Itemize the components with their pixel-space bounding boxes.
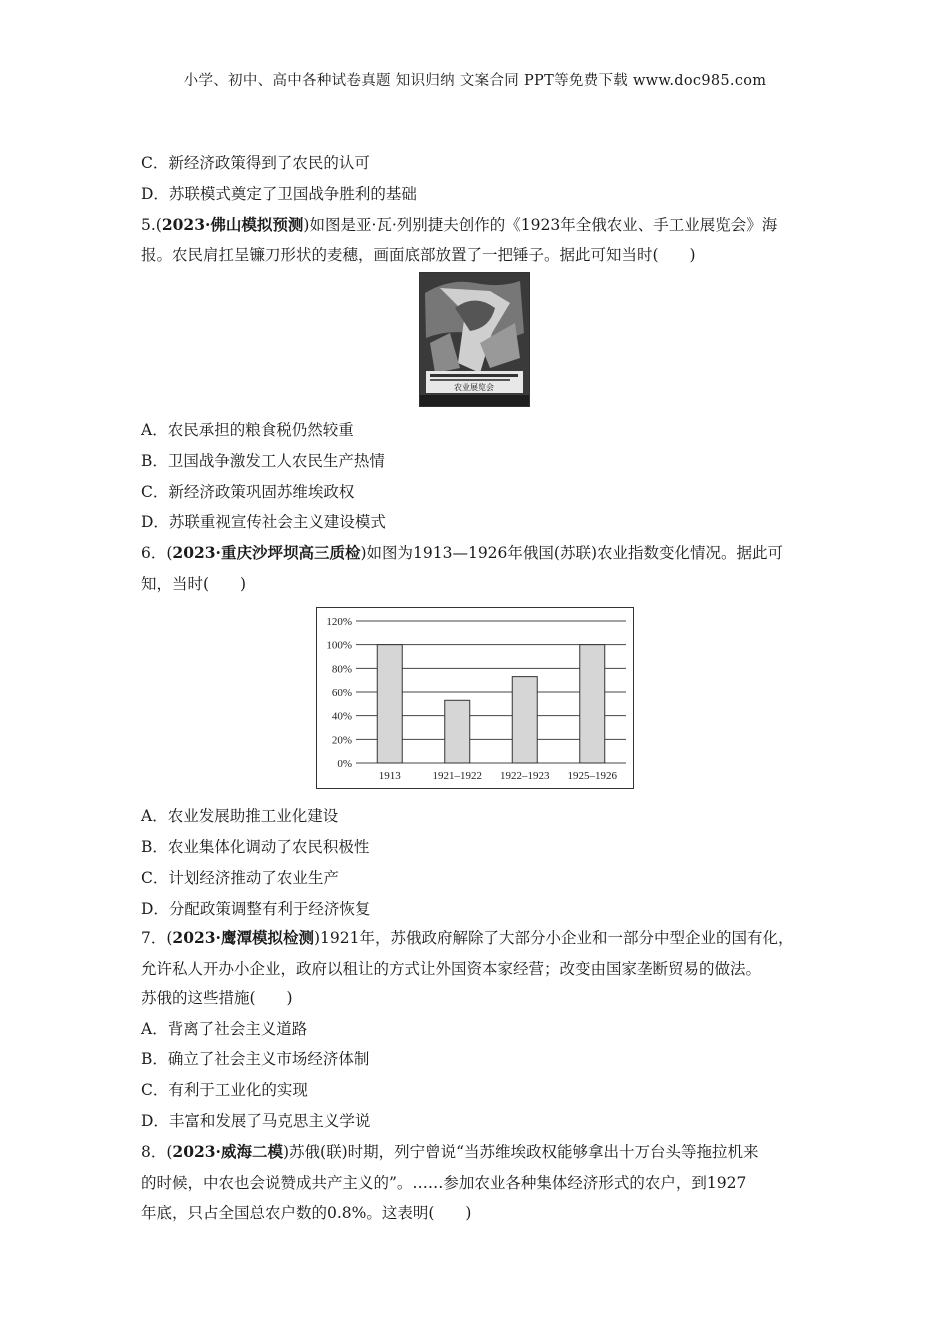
- bar: [580, 645, 605, 763]
- q7-stem-line1: [141, 926, 793, 948]
- q5-source: 2023·佛山模拟预测: [161, 215, 304, 234]
- q5-stem1: )如图是亚·瓦·列别捷夫创作的《1923年全俄农业、手工业展览会》海: [303, 216, 778, 234]
- q8-stem-line3: 年底，只占全国总农户数的0.8%。这表明( ): [141, 1204, 472, 1222]
- q6-prefix: 6．(: [141, 544, 173, 562]
- q5-prefix: 5.(: [141, 216, 162, 234]
- q4-option-d: D．苏联模式奠定了卫国战争胜利的基础: [141, 185, 417, 203]
- q5-stem-line2: 报。农民肩扛呈镰刀形状的麦穗，画面底部放置了一把锤子。据此可知当时( ): [141, 246, 696, 264]
- q6-source: 2023·重庆沙坪坝高三质检: [172, 543, 361, 562]
- q7-stem-line3: 苏俄的这些措施( ): [141, 989, 293, 1007]
- q7-option-d: D．丰富和发展了马克思主义学说: [141, 1112, 371, 1130]
- q8-prefix: 8．(: [141, 1143, 173, 1161]
- q6-option-d: D．分配政策调整有利于经济恢复: [141, 900, 371, 918]
- q5-option-a: A．农民承担的粮食税仍然较重: [141, 421, 354, 439]
- q5-option-b: B．卫国战争激发工人农民生产热情: [141, 452, 385, 470]
- y-tick-label: 40%: [331, 710, 352, 723]
- y-tick-label: 120%: [326, 616, 352, 628]
- q6-option-a: A．农业发展助推工业化建设: [141, 807, 339, 825]
- bar: [512, 677, 537, 763]
- q8-source: 2023·威海二模: [172, 1142, 283, 1161]
- q7-stem1: )1921年，苏俄政府解除了大部分小企业和一部分中型企业的国有化，: [313, 929, 794, 947]
- y-tick-label: 60%: [331, 687, 352, 699]
- q6-option-b: B．农业集体化调动了农民积极性: [141, 838, 370, 856]
- x-tick-label: 1921–1922: [432, 770, 482, 782]
- q8-stem-line1: [141, 1140, 759, 1162]
- q6-stem1: )如图为1913—1926年俄国(苏联)农业指数变化情况。据此可: [360, 544, 784, 562]
- q8-stem1: )苏俄(联)时期，列宁曾说“当苏维埃政权能够拿出十万台头等拖拉机来: [282, 1143, 759, 1161]
- q7-stem-line2: 允许私人开办小企业，政府以租让的方式让外国资本家经营；改变由国家垄断贸易的做法。: [141, 960, 762, 978]
- q7-option-b: B．确立了社会主义市场经济体制: [141, 1050, 370, 1068]
- q5-option-d: D．苏联重视宣传社会主义建设模式: [141, 513, 386, 531]
- q5-stem-line1: [141, 213, 777, 235]
- y-tick-label: 0%: [337, 758, 352, 770]
- q5-option-c: C．新经济政策巩固苏维埃政权: [141, 483, 355, 501]
- poster-caption: 农业展览会: [454, 383, 494, 392]
- q7-option-a: A．背离了社会主义道路: [141, 1020, 308, 1038]
- x-tick-label: 1925–1926: [567, 770, 617, 782]
- q7-source: 2023·鹰潭模拟检测: [172, 928, 314, 947]
- bar: [445, 700, 470, 763]
- x-tick-label: 1922–1923: [500, 770, 550, 782]
- poster-artwork: [420, 273, 529, 406]
- q6-stem-line1: [141, 541, 783, 563]
- y-tick-label: 80%: [331, 663, 352, 676]
- page-header: 小学、初中、高中各种试卷真题 知识归纳 文案合同 PPT等免费下载 www.doc985.com: [183, 73, 767, 89]
- q8-stem-line2: 的时候，中农也会说赞成共产主义的”。……参加农业各种集体经济形式的农户，到1927: [141, 1174, 747, 1192]
- q7-prefix: 7．(: [141, 929, 173, 947]
- q6-option-c: C．计划经济推动了农业生产: [141, 869, 339, 887]
- q6-stem-line2: 知，当时( ): [141, 575, 247, 593]
- exhibition-poster-image: [419, 272, 530, 407]
- bar: [377, 645, 402, 763]
- y-tick-label: 100%: [326, 639, 352, 652]
- chart-svg: [316, 607, 634, 789]
- agriculture-index-chart: [316, 607, 634, 789]
- y-tick-label: 20%: [331, 734, 352, 747]
- q7-option-c: C．有利于工业化的实现: [141, 1081, 308, 1099]
- x-tick-label: 1913: [378, 770, 401, 782]
- q4-option-c: C．新经济政策得到了农民的认可: [141, 154, 370, 172]
